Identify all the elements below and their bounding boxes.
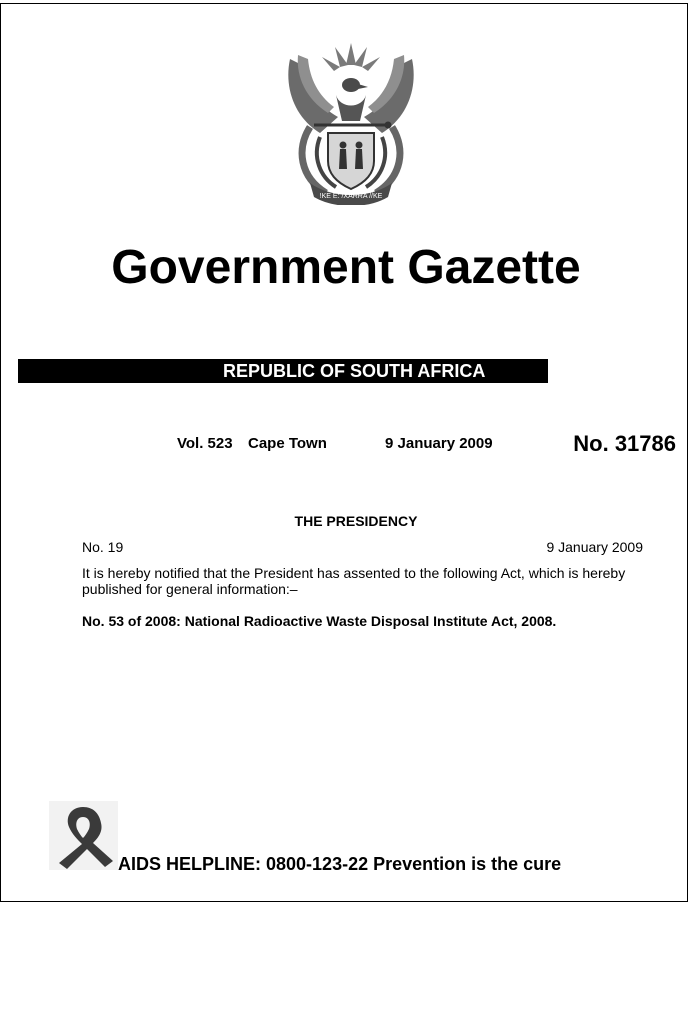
notice-number: No. 19 [82,539,124,555]
act-title: No. 53 of 2008: National Radioactive Waste Disposal Institute Act, 2008. [82,613,557,629]
republic-banner [18,359,548,383]
place-label: Cape Town [248,435,327,452]
department-heading: THE PRESIDENCY [294,513,418,529]
ribbon-box [49,801,118,870]
volume-label: Vol. 523 [177,435,233,452]
coat-of-arms-emblem [280,37,422,205]
coat-of-arms-motto: !KE E: /XARRA //KE [319,193,383,200]
aids-ribbon-icon [49,801,118,870]
issue-number: No. 31786 [573,431,676,456]
republic-label: REPUBLIC OF SOUTH AFRICA [223,361,486,381]
notice-body: It is hereby notified that the President has assented to the following Act, which is hereby published for general information:– [82,565,626,597]
notice-date: 9 January 2009 [546,539,643,555]
gazette-title: Government Gazette [111,241,581,294]
aids-helpline: AIDS HELPLINE: 0800-123-22 Prevention is the cure [118,854,562,874]
issue-date: 9 January 2009 [385,435,493,452]
